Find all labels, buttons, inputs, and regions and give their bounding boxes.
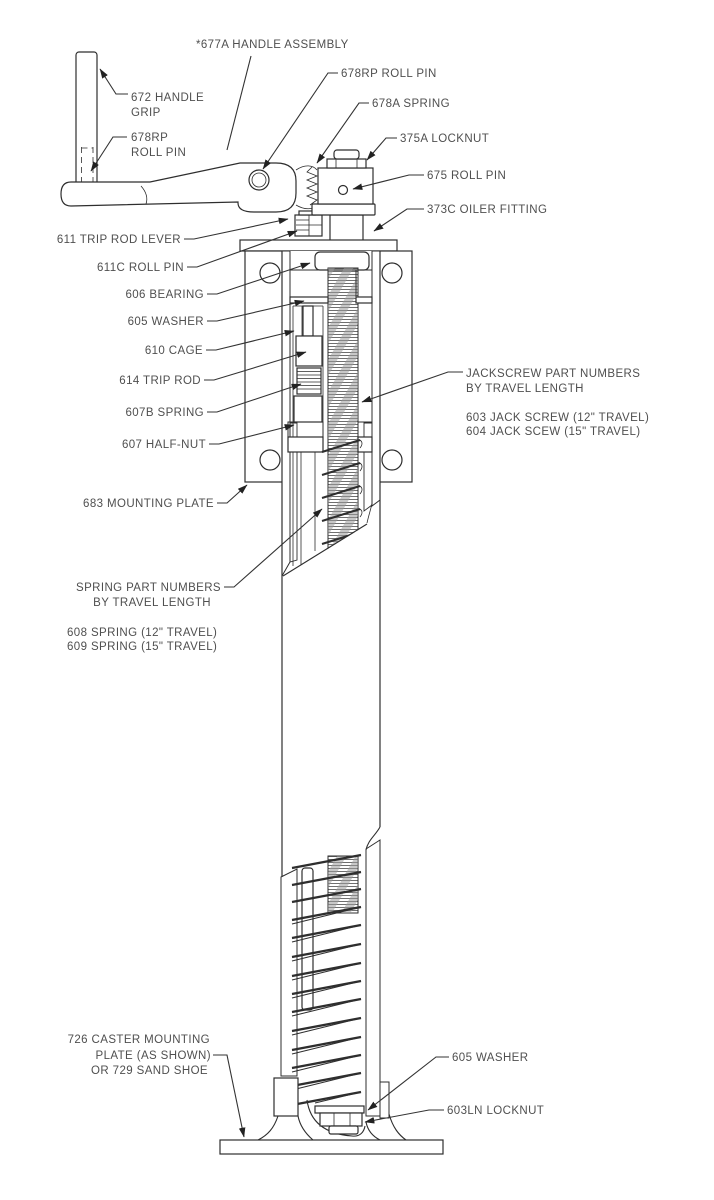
bolt-hole [382, 450, 402, 470]
label-jackscrew-604: 604 JACK SCEW (15" TRAVEL) [466, 426, 641, 438]
label-oiler-fitting-373c: 373C OILER FITTING [427, 204, 548, 216]
label-handle-grip-line1: 672 HANDLE [131, 92, 205, 104]
jackscrew-603 [328, 268, 358, 560]
nut-flange [312, 204, 375, 215]
outer-tube-upper-section [281, 251, 380, 830]
label-roll-pin-678rp-left-line2: ROLL PIN [131, 147, 187, 159]
trip-rod-614-block [296, 336, 322, 366]
label-spring-609: 609 SPRING (15" TRAVEL) [67, 641, 218, 653]
bolt-hole [260, 263, 280, 283]
spring-678a-coil [307, 167, 317, 205]
screw-tip [329, 1126, 358, 1134]
label-mounting-plate-683: 683 MOUNTING PLATE [83, 498, 214, 510]
leader-roll-pin-678rp-right [263, 73, 338, 169]
half-nut-seat-right [358, 437, 372, 452]
leader-handle-grip [100, 69, 128, 94]
leader-handle-assembly [227, 56, 251, 150]
label-washer-605-top: 605 WASHER [127, 316, 204, 328]
trip-rod-lower-block [294, 396, 322, 422]
label-handle-assembly: *677A HANDLE ASSEMBLY [196, 39, 349, 51]
locknut-cap [334, 150, 359, 159]
leader-caster-note [213, 1055, 244, 1137]
label-caster-note-line3: OR 729 SAND SHOE [91, 1065, 208, 1077]
label-jackscrew-note-line1: JACKSCREW PART NUMBERS [466, 368, 641, 380]
inner-tube-wall-right [366, 840, 380, 1116]
label-roll-pin-611c: 611C ROLL PIN [96, 262, 184, 274]
label-roll-pin-675: 675 ROLL PIN [427, 170, 507, 182]
label-spring-607b: 607B SPRING [125, 407, 204, 419]
label-handle-grip-line2: GRIP [131, 107, 161, 119]
label-washer-605-bottom: 605 WASHER [452, 1052, 529, 1064]
label-spring-678a: 678A SPRING [372, 98, 450, 110]
label-trip-rod-614: 614 TRIP ROD [119, 375, 201, 387]
leader-locknut-375a [367, 138, 397, 160]
lower-break-curve-right [366, 827, 380, 850]
handle-grip [76, 52, 97, 192]
leader-trip-rod-lever-611 [184, 219, 288, 239]
label-jackscrew-603: 603 JACK SCREW (12" TRAVEL) [466, 412, 650, 424]
inner-tube-wall-left [281, 869, 297, 1076]
label-spring-note-line1: SPRING PART NUMBERS [76, 582, 221, 594]
washer-605-top [290, 297, 328, 303]
top-plate [240, 240, 397, 251]
label-locknut-375a: 375A LOCKNUT [400, 133, 490, 145]
label-caster-note-line2: PLATE (AS SHOWN) [95, 1050, 211, 1062]
locknut-washer [315, 1106, 364, 1113]
label-bearing-606: 606 BEARING [125, 289, 204, 301]
caster-mounting-plate-726 [220, 1140, 443, 1154]
top-nut-assembly [295, 150, 375, 241]
jackscrew-lower-end [328, 856, 358, 913]
bearing-race [315, 252, 369, 270]
label-trip-rod-lever-611: 611 TRIP ROD LEVER [56, 234, 181, 246]
label-half-nut-607: 607 HALF-NUT [121, 439, 206, 451]
caster-hub [274, 1078, 298, 1116]
screw-shaft [330, 215, 363, 241]
label-jackscrew-note-line2: BY TRAVEL LENGTH [466, 383, 584, 395]
locknut-603ln [320, 1113, 362, 1126]
bolt-hole [382, 263, 402, 283]
label-cage-610: 610 CAGE [144, 345, 203, 357]
caster-foot-assembly [220, 1078, 443, 1154]
leader-oiler-373c [374, 209, 424, 231]
label-roll-pin-678rp-left-line1: 678RP [131, 132, 169, 144]
leader-mounting-plate-683 [217, 485, 247, 503]
label-locknut-603ln: 603LN LOCKNUT [447, 1105, 545, 1117]
lower-cutaway-section [281, 827, 389, 1118]
label-spring-608: 608 SPRING (12" TRAVEL) [67, 627, 218, 639]
label-roll-pin-678rp-right: 678RP ROLL PIN [341, 68, 437, 80]
trip-rod-lever [295, 215, 322, 236]
label-spring-note-line2: BY TRAVEL LENGTH [93, 597, 211, 609]
bolt-hole [260, 450, 280, 470]
trip-rod-614-upper [303, 306, 313, 336]
roll-pin-675-hole [339, 186, 348, 195]
half-nut-seat [288, 437, 323, 452]
washer-605-top-right [356, 297, 372, 303]
label-caster-note-line1: 726 CASTER MOUNTING [67, 1034, 210, 1046]
locknut-band [327, 159, 366, 168]
handle-assembly [61, 52, 319, 212]
spring-607b [297, 368, 321, 394]
